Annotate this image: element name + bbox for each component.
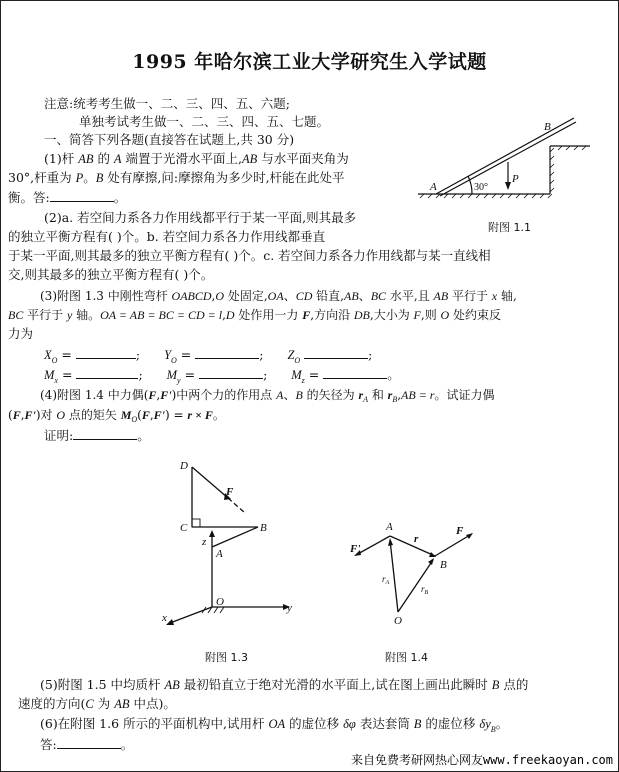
figure-1-1-caption: 附图 1.1 [488, 221, 531, 234]
mx-answer-blank[interactable] [76, 366, 138, 379]
label-b: B [260, 522, 267, 534]
label-a: A [386, 521, 393, 533]
mz-answer-blank[interactable] [323, 366, 387, 379]
label-y: y [287, 602, 292, 614]
q6-answer-blank[interactable] [57, 736, 121, 749]
hatching [420, 146, 586, 198]
force-f-extension [228, 498, 245, 513]
force-f-line [192, 467, 228, 498]
my-answer-blank[interactable] [199, 366, 263, 379]
q1-line-2: 30°,杆重为 P。B 处有摩擦,问:摩擦角为多少时,杆能在此处平 [8, 170, 345, 185]
q1-line-1: (1)杆 AB 的 A 端置于光滑水平面上,AB 与水平面夹角为 [44, 151, 349, 166]
q4-line-2: (F,F')对 O 点的矩矢 $M_O(F,F') = r \times F$。 [8, 408, 225, 425]
label-f: F [456, 525, 464, 537]
q6-answer-line: 答: 。 [40, 737, 134, 752]
vector-rb-arrowhead [428, 558, 434, 565]
force-f-prime [356, 536, 390, 555]
q6-line-1: (6)在附图 1.6 所示的平面机构中,试用杆 OA 的虚位移 δφ 表达套筒 B 的虚位移 $\delta y_B$。 [40, 716, 509, 734]
figure-1-4 [330, 500, 490, 625]
label-r: r [414, 533, 419, 545]
notice-line-2: 单独考试考生做一、二、三、四、五、七题。 [79, 114, 330, 129]
force-f-arrowhead [466, 533, 473, 539]
label-f: F [226, 486, 234, 498]
label-o: O [216, 596, 224, 608]
xo-answer-blank[interactable] [76, 346, 136, 359]
label-rb: $r_B$ [421, 584, 429, 596]
label-a: A [430, 181, 437, 193]
label-z: z [202, 536, 207, 548]
q1-line-3: 衡。答: 。 [8, 190, 127, 205]
label-o: O [394, 615, 402, 627]
label-b: B [440, 559, 447, 571]
q2-line-4: 交,则其最多的独立平衡方程有( )个。 [8, 267, 214, 282]
q5-line-1: (5)附图 1.5 中均质杆 AB 最初铅直立于绝对光滑的水平面上,试在图上画出此瞬时 B 点的 [40, 677, 529, 692]
label-b: B [544, 121, 551, 133]
section-1-heading: 一、简答下列各题(直接答在试题上,共 30 分) [44, 132, 295, 147]
label-c: C [180, 522, 188, 534]
q2-line-3: 于某一平面,则其最多的独立平衡方程有( )个。c. 若空间力系各力作用线都与某一直线相 [8, 248, 491, 263]
q3-answers-row-1: $X_O$ = ; $Y_O$ = ; $Z_O$ ; [44, 347, 373, 365]
q1-answer-blank[interactable] [50, 189, 114, 202]
q2-line-2: 的独立平衡方程有( )个。b. 若空间力系各力作用线都垂直 [8, 229, 326, 244]
q3-answers-row-2: $M_x$ = ; $M_y$ = ; $M_z$ = 。 [44, 367, 400, 385]
proof-answer-blank[interactable] [73, 427, 137, 440]
force-f [435, 535, 470, 556]
q3-line-2: BC 平行于 y 轴。OA = AB = BC = CD = l,D 处作用一力 F,方向沿 DB,大小为 F,则 O 处约束反 [8, 308, 502, 322]
label-f-prime: F' [350, 543, 361, 555]
figure-1-4-caption: 附图 1.4 [385, 651, 428, 664]
z-axis-arrowhead [209, 530, 215, 537]
q5-line-2: 速度的方向(C 为 AB 中点)。 [18, 696, 176, 711]
vector-r [390, 536, 435, 556]
yo-answer-blank[interactable] [195, 346, 259, 359]
label-d: D [180, 460, 188, 472]
q3-line-1: (3)附图 1.3 中刚性弯杆 OABCD,O 处固定,OA、CD 铅直,AB、BC 水平,且 AB 平行于 x 轴, [40, 289, 517, 303]
label-a: A [216, 548, 223, 560]
q4-line-1: (4)附图 1.4 中力偶(F,F')中两个力的作用点 A、B 的矢径为 $r_A$ 和 $r_B,AB = r$。试证力偶 [40, 388, 495, 405]
weight-arrowhead [505, 182, 511, 190]
vector-ra-arrowhead [388, 538, 393, 546]
label-x: x [162, 612, 167, 624]
notice-line-1: 注意:统考考生做一、二、三、四、五、六题; [44, 96, 290, 111]
page-title: 1995 年哈尔滨工业大学研究生入学试题 [132, 51, 487, 73]
figure-1-1 [410, 118, 610, 198]
figure-1-3-caption: 附图 1.3 [205, 651, 248, 664]
q3-line-3: 力为 [8, 326, 34, 341]
label-p: P [512, 173, 519, 185]
q4-proof-line: 证明: 。 [44, 428, 150, 443]
vector-r-arrowhead [429, 552, 436, 557]
vector-rb [398, 560, 433, 612]
watermark-text: 来自免费考研网热心网友www.freekaoyan.com [350, 753, 613, 767]
vector-ra [390, 540, 398, 612]
zo-answer-blank[interactable] [304, 346, 368, 359]
rod-ba [212, 527, 258, 547]
figure-1-3 [150, 455, 320, 624]
rod-ab-edge-1 [436, 118, 574, 194]
right-angle-mark [192, 519, 200, 527]
label-ra: $r_A$ [382, 574, 390, 586]
q2-line-1: (2)a. 若空间力系各力作用线都平行于某一平面,则其最多 [44, 210, 357, 225]
angle-label: 30° [474, 182, 488, 193]
